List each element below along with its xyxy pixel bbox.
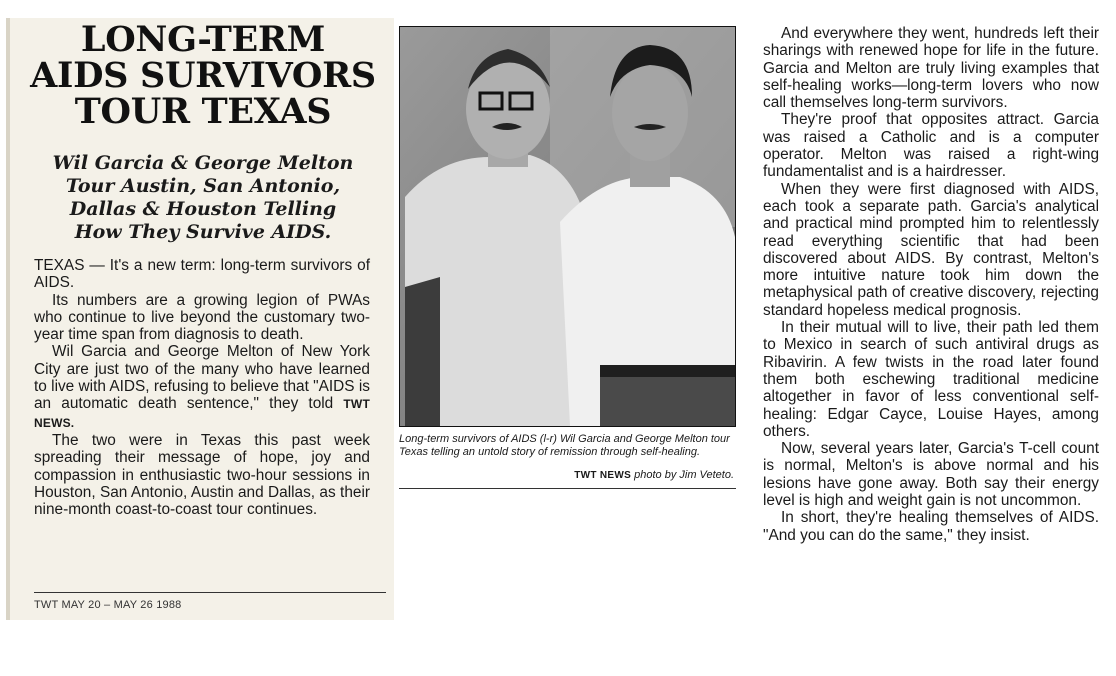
- left-column: [34, 257, 370, 518]
- paragraph-legion: Its numbers are a growing legion of PWAs who continue to live beyond the customary two-year time span from diagnosis to death.: [34, 291, 370, 344]
- photo-credit-source: TWT NEWS: [574, 470, 632, 481]
- paragraph-conclusion: In short, they're healing themselves of AIDS. "And you can do the same," they insist.: [763, 509, 1099, 544]
- headline-line-1: LONG-TERM: [80, 19, 326, 60]
- caption-rule: [399, 488, 736, 489]
- issue-date-footer: TWT MAY 20 – MAY 26 1988: [34, 599, 182, 611]
- paragraph-intro: TEXAS — It's a new term: long-term survivors of AIDS.: [34, 257, 370, 292]
- source-mention: TWT NEWS.: [34, 397, 370, 430]
- headline-line-2: AIDS SURVIVORS: [30, 55, 376, 96]
- photo-illustration: [400, 27, 735, 426]
- paragraph-garcia-melton-text: Wil Garcia and George Melton of New York City are just two of the many who have learned to live with AIDS, refusing to believe that "AIDS is an automatic death sentence," they told: [34, 343, 370, 413]
- headline: [26, 19, 380, 132]
- footer-rule: [34, 592, 386, 593]
- article-photo: [399, 26, 736, 427]
- subhead-line-2: Tour Austin, San Antonio,: [65, 175, 341, 197]
- photo-credit-text: photo by Jim Veteto.: [634, 469, 734, 481]
- subhead-line-4: How They Survive AIDS.: [74, 221, 332, 243]
- paragraph-hope: And everywhere they went, hundreds left their sharings with renewed hope for life in the future. Garcia and Melton are truly living examples that self-healing works—long-term lovers who now call themselves long-term survivors.: [763, 25, 1099, 112]
- paragraph-tcell: Now, several years later, Garcia's T-cell count is normal, Melton's is above normal and his lesions have gone away. Both say their energy level is high and weight gain is not uncommon.: [763, 440, 1099, 510]
- paragraph-diagnosis: When they were first diagnosed with AIDS, each took a separate path. Garcia's analytical and practical mind prompted him to relentlessly read everything scientific that had been discovered about AIDS. By contrast, Melton's more intuitive nature took him down the metaphysical path of creative discovery, rejecting standard hopeless medical prognosis.: [763, 180, 1099, 319]
- subhead-line-1: Wil Garcia & George Melton: [52, 152, 354, 174]
- subhead-line-3: Dallas & Houston Telling: [69, 198, 337, 220]
- photo-caption: Long-term survivors of AIDS (l-r) Wil Garcia and George Melton tour Texas telling an untold story of remission through self-healing.: [399, 433, 730, 458]
- right-column: [763, 25, 1099, 544]
- paragraph-tour: The two were in Texas this past week spreading their message of hope, joy and compassion in enthusiastic two-hour sessions in Houston, San Antonio, Austin and Dallas, as their nine-month coast-to-coast tour continues.: [34, 431, 370, 519]
- paragraph-mexico: In their mutual will to live, their path led them to Mexico in search of such antiviral drugs as Ribavirin. A few twists in the road later found them both eschewing traditional medicine altogether in favor of less conventional self-healing: Edgar Cayce, Louise Hayes, among others.: [763, 319, 1099, 440]
- paragraph-opposites: They're proof that opposites attract. Garcia was raised a Catholic and is a computer operator. Melton was raised a right-wing fundamentalist and is a hairdresser.: [763, 111, 1099, 181]
- headline-line-3: TOUR TEXAS: [74, 91, 332, 132]
- photo-credit: [399, 469, 734, 481]
- paragraph-garcia-melton: [34, 343, 370, 431]
- subheadline: [26, 152, 380, 244]
